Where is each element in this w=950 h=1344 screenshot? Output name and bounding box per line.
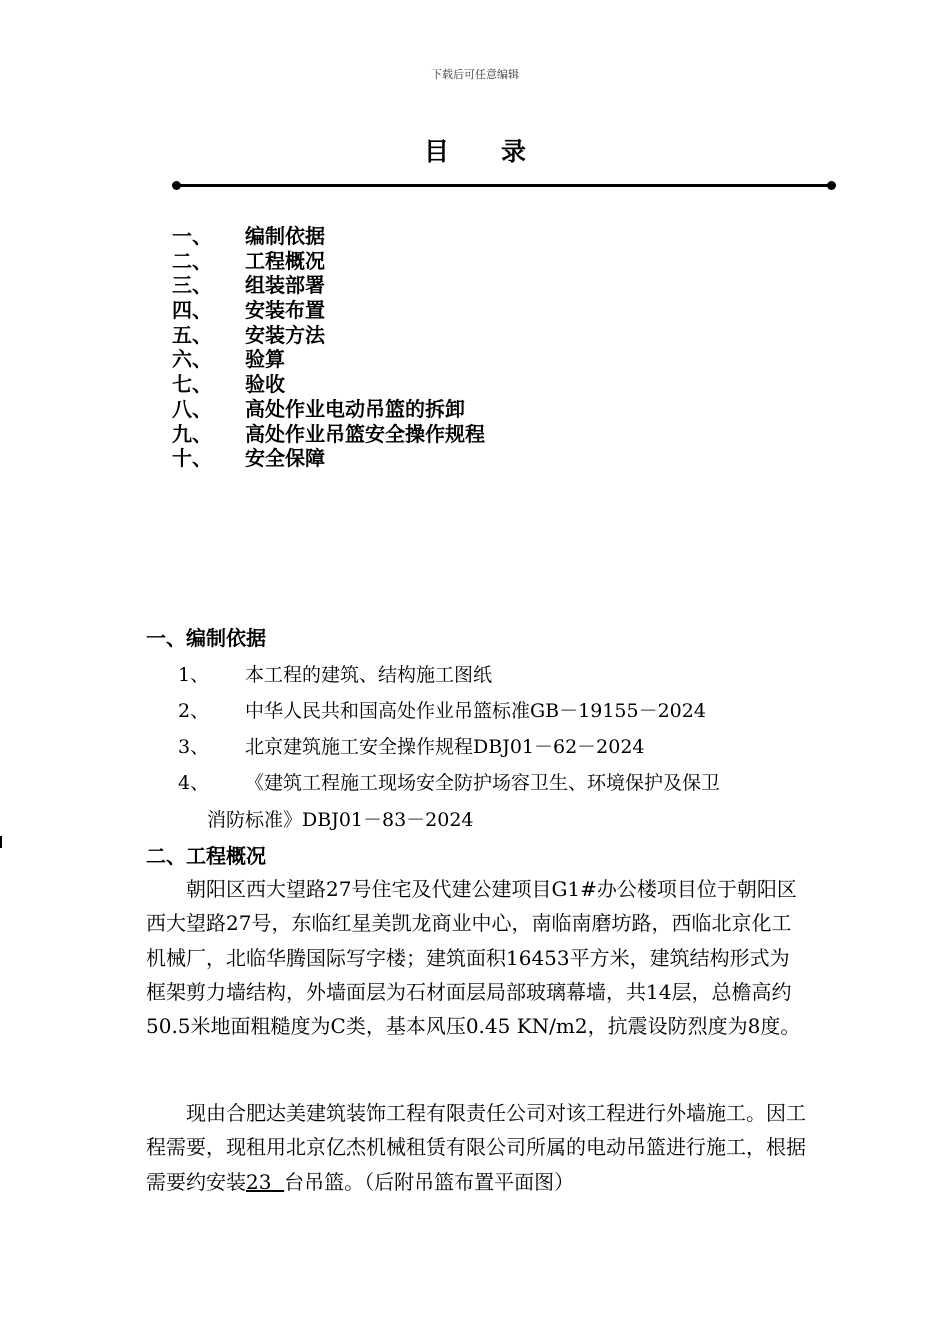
toc-item[interactable] [172,273,485,298]
toc-item-label: 验收 [245,372,285,397]
toc-item-number: 五、 [172,322,212,347]
toc-item[interactable] [172,249,485,274]
header-note: 下载后可任意编辑 [431,68,519,81]
divider-dot-left [172,181,181,190]
overview-paragraph-2 [146,1096,808,1199]
reference-item [178,660,492,687]
toc-item-number: 二、 [172,248,212,273]
toc-item-number: 八、 [172,396,212,421]
toc-item-number: 三、 [172,273,212,298]
overview-paragraph-1-text: 朝阳区西大望路27号住宅及代建公建项目G1#办公楼项目位于朝阳区西大望路27号，东临红星美凯龙商业中心，南临南磨坊路，西临北京化工机械厂，北临华腾国际写字楼；建筑面积16453平方米，建筑结构形式为框架剪力墙结构，外墙面层为石材面层局部玻璃幕墙，共14层，总檐高约50.5米地面粗糙度为C类，基本风压0.45 KN/m2，抗震设防烈度为8度。 [146,877,801,1039]
toc-divider [176,184,832,187]
toc-item[interactable] [172,224,485,249]
overview-paragraph-2-tail: 台吊篮。（后附吊篮布置平面图） [284,1169,575,1194]
toc-item[interactable] [172,347,485,372]
reference-text: 中华人民共和国高处作业吊篮标准GB－19155－2024 [245,700,706,722]
toc-item-number: 六、 [172,347,212,372]
toc-item-label: 安全保障 [245,446,325,471]
toc-item[interactable] [172,372,485,397]
toc-item-label: 高处作业电动吊篮的拆卸 [245,396,465,421]
toc-item-label: 组装部署 [245,273,325,298]
toc-item-label: 验算 [245,347,285,372]
margin-mark [0,836,2,848]
overview-paragraph-1 [146,872,808,1043]
reference-text: 北京建筑施工安全操作规程DBJ01－62－2024 [245,736,645,758]
reference-number: 2、 [178,700,210,722]
underline-blank [271,1170,284,1194]
reference-item [178,696,706,723]
toc-item-label: 安装方法 [245,322,325,347]
toc-item[interactable] [172,298,485,323]
overview-paragraph-2-text: 现由合肥达美建筑装饰工程有限责任公司对该工程进行外墙施工。因工程需要，现租用北京亿杰机械租赁有限公司所属的电动吊篮进行施工，根据需要约安装 [146,1101,806,1194]
reference-number: 4、 [178,772,210,794]
reference-continuation: 消防标准》DBJ01－83－2024 [207,809,474,831]
toc-item-number: 四、 [172,298,212,323]
toc-item-number: 一、 [172,224,212,248]
toc-item[interactable] [172,323,485,348]
toc-item-number: 九、 [172,421,212,446]
toc-item-label: 工程概况 [245,248,325,273]
basket-count: 23 [246,1169,272,1194]
reference-item [178,732,645,759]
section-heading-basis: 一、编制依据 [146,626,266,650]
toc-title: 目录 [423,137,578,166]
toc-item-number: 十、 [172,446,212,471]
reference-number: 1、 [178,664,210,686]
toc-item[interactable] [172,422,485,447]
divider-dot-right [827,181,836,190]
toc-item-number: 七、 [172,372,212,397]
toc-list [172,224,485,471]
reference-item [178,768,720,795]
reference-text: 本工程的建筑、结构施工图纸 [245,664,493,686]
toc-item-label: 高处作业吊篮安全操作规程 [245,421,485,446]
toc-item[interactable] [172,446,485,471]
toc-item-label: 安装布置 [245,298,325,323]
toc-item-label: 编制依据 [245,224,325,248]
reference-number: 3、 [178,736,210,758]
toc-item[interactable] [172,397,485,422]
section-heading-overview: 二、工程概况 [146,844,266,868]
reference-text: 《建筑工程施工现场安全防护场容卫生、环境保护及保卫 [245,772,721,794]
